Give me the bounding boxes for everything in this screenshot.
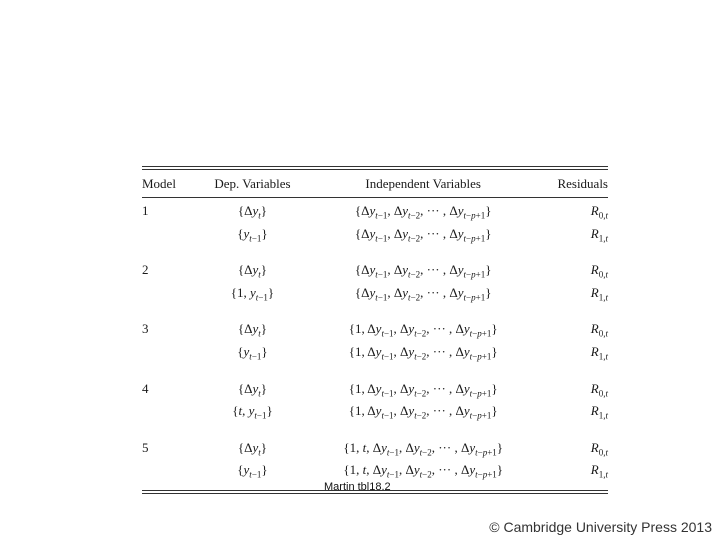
cell-residuals: $R_{1,t}$: [590, 284, 608, 303]
cell-model: 4: [142, 380, 149, 396]
cell-independent-variables: {1, t, $\Delta y_{t-1}$, $\Delta y_{t-2}$, ··· , $\Delta y_{t-p+1}$}: [343, 462, 504, 480]
cell-residuals: $R_{0,t}$: [590, 203, 608, 221]
cell-model: [142, 284, 192, 313]
cell-residuals: $R_{0,t}$: [590, 439, 608, 458]
cell-model: 3: [142, 321, 149, 337]
cell-dep-variables: $\{\Delta y_t\}$: [237, 203, 268, 221]
table-body: [142, 198, 608, 490]
cell-independent-variables: {$\Delta y_{t-1}$, $\Delta y_{t-2}$, ··· , $\Delta y_{t-p+1}$}: [354, 262, 492, 280]
table-row: [142, 343, 608, 372]
cell-model: 2: [142, 262, 149, 278]
cell-residuals: $R_{0,t}$: [590, 380, 608, 399]
header-model: Model: [142, 170, 192, 198]
cell-residuals: $R_{1,t}$: [590, 343, 608, 362]
header-independent-variables: Independent Variables: [313, 170, 534, 198]
cell-dep-variables: {t, $y_{t-1}$}: [232, 403, 273, 421]
cell-dep-variables: $\{\Delta y_t\}$: [237, 439, 268, 458]
cell-independent-variables: {1, $\Delta y_{t-1}$, $\Delta y_{t-2}$, ··· , $\Delta y_{t-p+1}$}: [348, 343, 498, 362]
cell-model: [142, 461, 192, 490]
cell-independent-variables: {1, $\Delta y_{t-1}$, $\Delta y_{t-2}$, ··· , $\Delta y_{t-p+1}$}: [348, 321, 498, 339]
header-dep-variables: Dep. Variables: [192, 170, 313, 198]
cell-residuals: $R_{1,t}$: [590, 225, 608, 244]
cell-dep-variables: $\{y_{t-1}\}$: [237, 225, 268, 244]
cell-model: 5: [142, 439, 149, 455]
cell-independent-variables: {1, $\Delta y_{t-1}$, $\Delta y_{t-2}$, ··· , $\Delta y_{t-p+1}$}: [348, 380, 498, 399]
cell-model: [142, 343, 192, 372]
cell-dep-variables: $\{\Delta y_t\}$: [237, 262, 268, 280]
model-table-container: [142, 166, 608, 494]
cell-independent-variables: {$\Delta y_{t-1}$, $\Delta y_{t-2}$, ··· , $\Delta y_{t-p+1}$}: [354, 225, 492, 244]
cell-dep-variables: $\{\Delta y_t\}$: [237, 380, 268, 399]
table-row: [142, 402, 608, 431]
cell-independent-variables: {1, t, $\Delta y_{t-1}$, $\Delta y_{t-2}$, ··· , $\Delta y_{t-p+1}$}: [343, 439, 504, 458]
cell-model: [142, 225, 192, 254]
table-row: [142, 431, 608, 462]
table-row: [142, 198, 608, 225]
model-table: [142, 170, 608, 490]
cell-residuals: $R_{1,t}$: [590, 462, 608, 480]
cell-independent-variables: {$\Delta y_{t-1}$, $\Delta y_{t-2}$, ··· , $\Delta y_{t-p+1}$}: [354, 284, 492, 303]
cell-residuals: $R_{0,t}$: [590, 262, 608, 280]
cell-residuals: $R_{0,t}$: [590, 321, 608, 339]
table-row: [142, 372, 608, 403]
cell-residuals: $R_{1,t}$: [590, 403, 608, 421]
cell-dep-variables: $\{y_{t-1}\}$: [237, 343, 268, 362]
cell-model: [142, 402, 192, 431]
header-row: [142, 170, 608, 198]
table-row: [142, 253, 608, 284]
cell-independent-variables: {1, $\Delta y_{t-1}$, $\Delta y_{t-2}$, ··· , $\Delta y_{t-p+1}$}: [348, 403, 498, 421]
header-residuals: Residuals: [534, 170, 608, 198]
cell-dep-variables: {1, $y_{t-1}$}: [230, 284, 275, 303]
cell-model: 1: [142, 203, 149, 218]
table-row: [142, 284, 608, 313]
cell-dep-variables: $\{\Delta y_t\}$: [237, 321, 268, 339]
table-row: [142, 312, 608, 343]
copyright-notice: © Cambridge University Press 2013: [489, 519, 712, 535]
cell-independent-variables: {$\Delta y_{t-1}$, $\Delta y_{t-2}$, ··· , $\Delta y_{t-p+1}$}: [354, 203, 492, 221]
cell-dep-variables: $\{y_{t-1}\}$: [237, 462, 268, 480]
table-caption: Martin tbl18.2: [324, 481, 391, 493]
table-row: [142, 225, 608, 254]
